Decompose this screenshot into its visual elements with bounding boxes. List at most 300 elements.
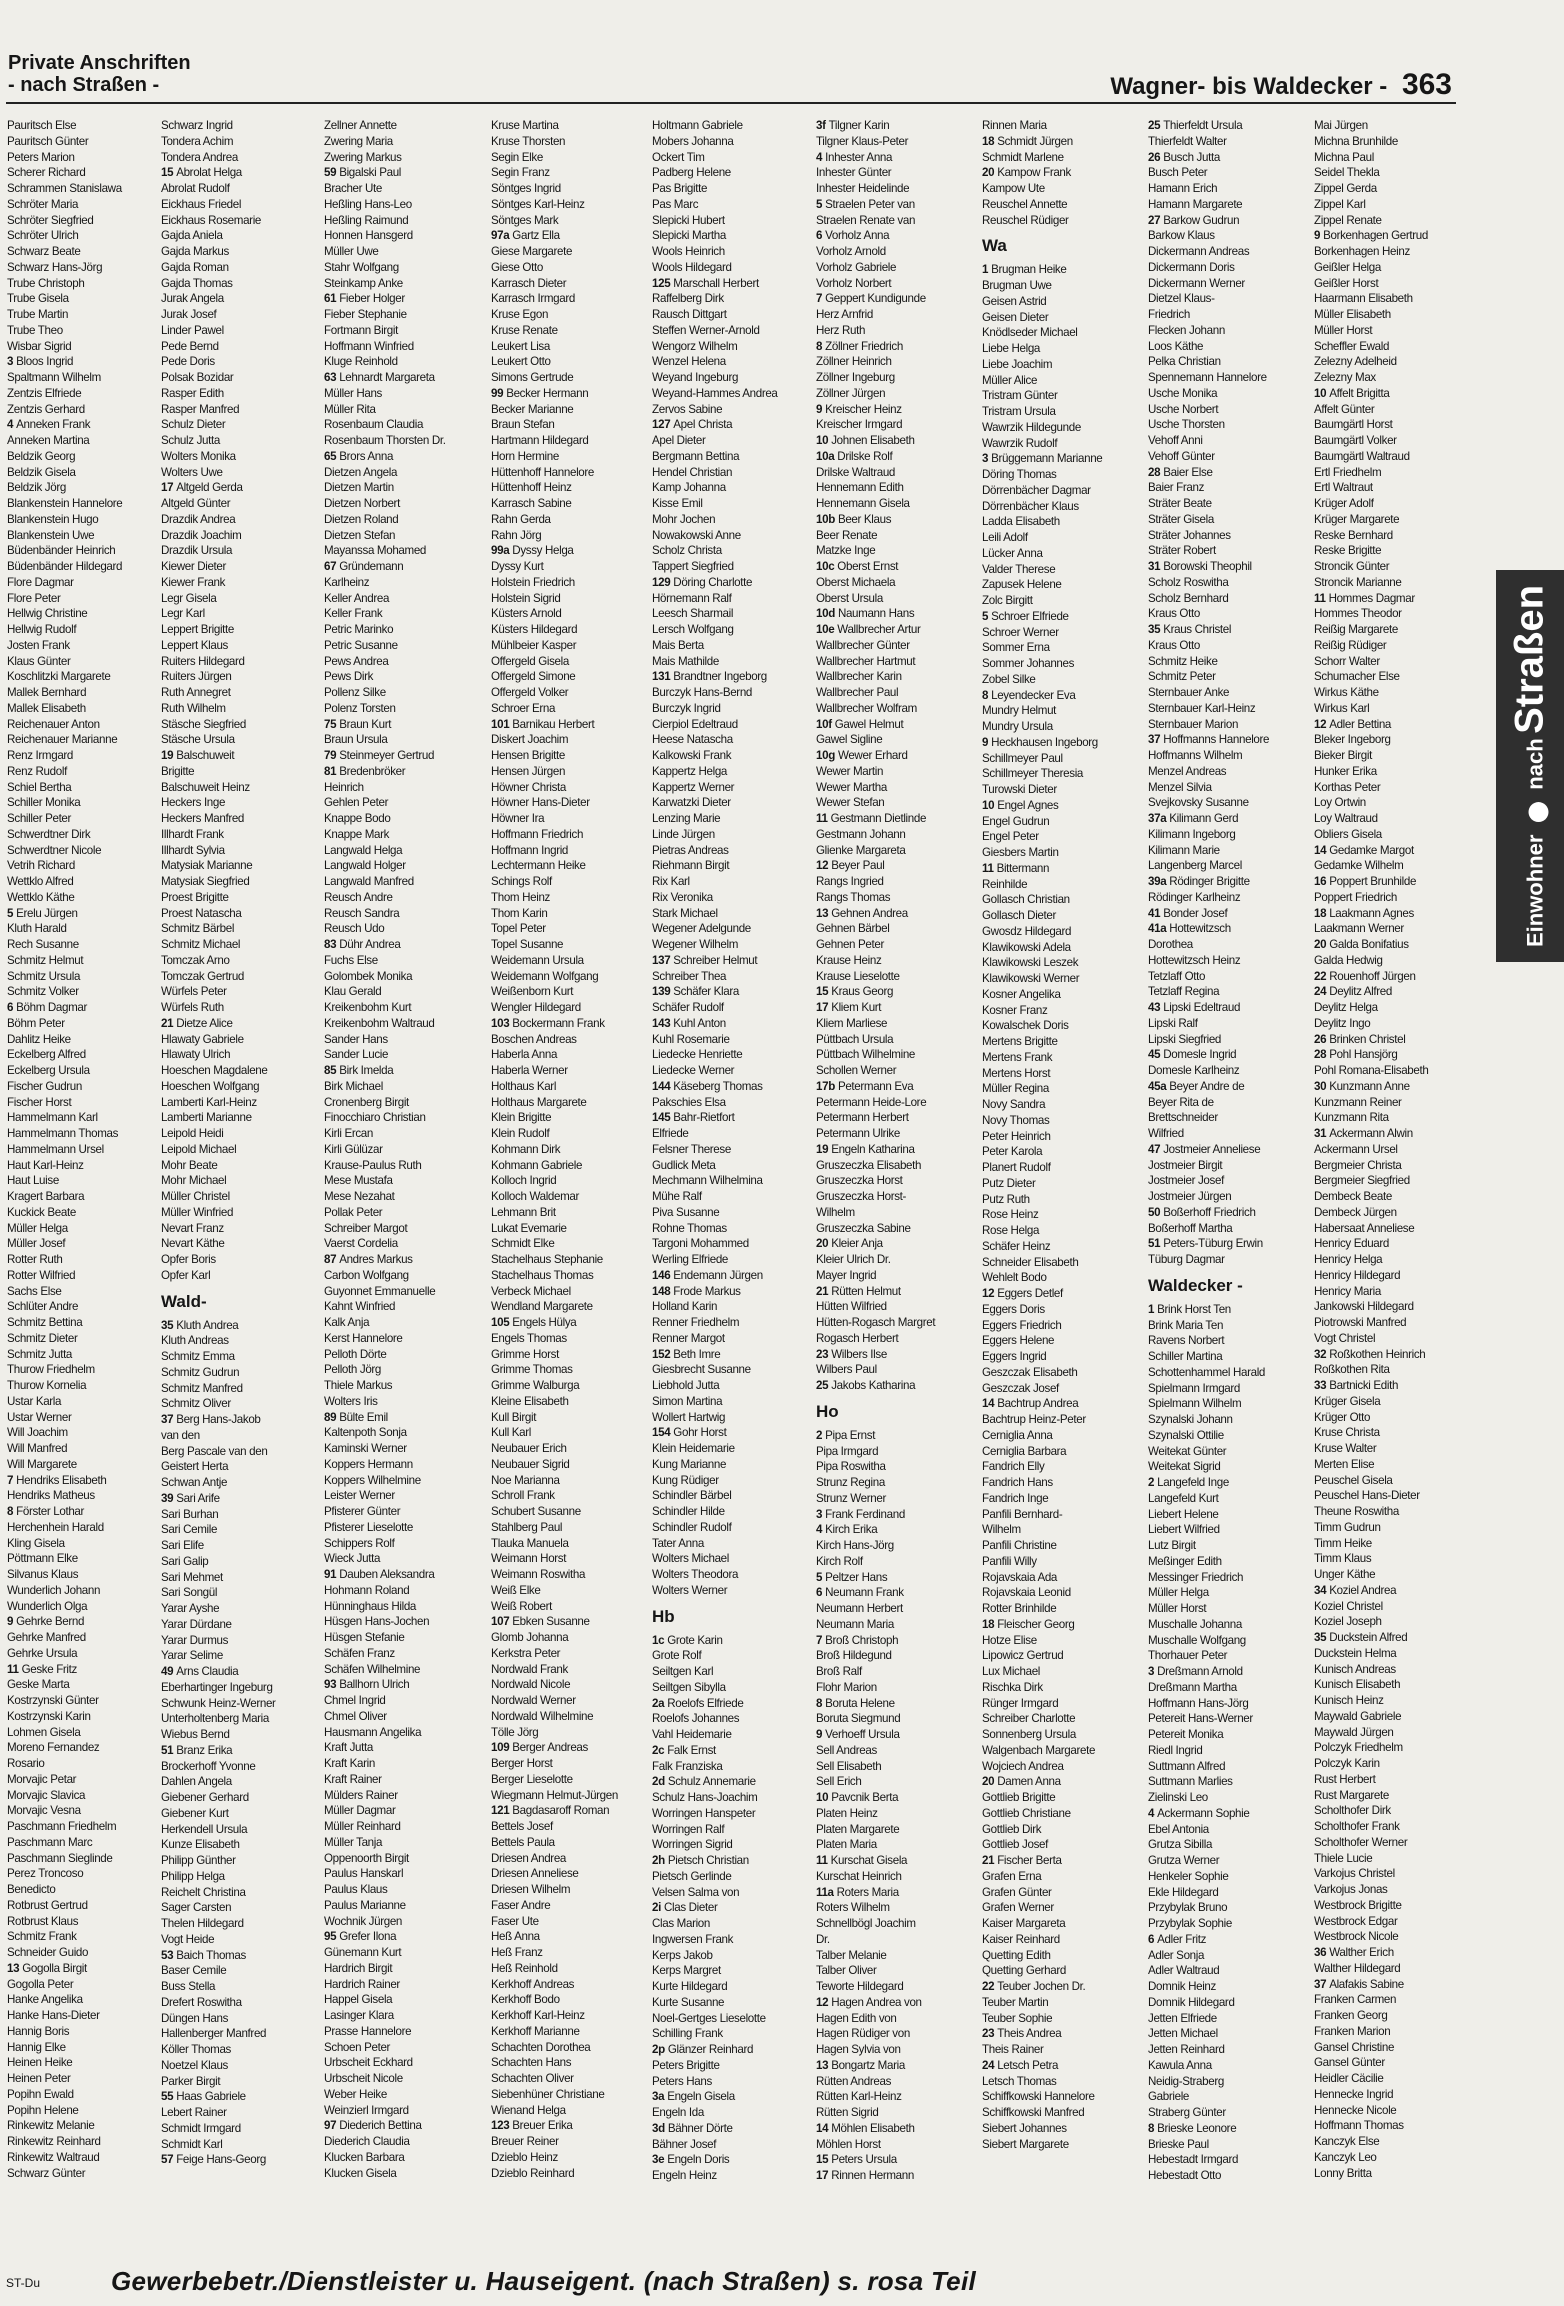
resident-entry: Geske Marta (7, 1678, 70, 1692)
house-number: 83 (324, 938, 337, 951)
resident-entry: Busch Peter (1148, 166, 1208, 180)
resident-entry: Schilling Frank (652, 2027, 723, 2041)
resident-entry: Lohmen Gisela (7, 1725, 81, 1739)
resident-entry: Sari Galip (161, 1554, 209, 1568)
resident-entry: Liedecke Werner (652, 1064, 735, 1077)
resident-entry: Illhardt Frank (161, 827, 224, 841)
resident-entry: Schmidt Karl (161, 2137, 223, 2151)
resident-entry: Teuber Sophie (982, 2011, 1053, 2025)
house-number: 21 (816, 1284, 829, 1298)
house-number: 10e (816, 623, 835, 636)
resident-entry: Offergeld Volker (491, 686, 569, 699)
resident-entry: Buss Stella (161, 1980, 216, 1993)
resident-entry: Gajda Roman (161, 260, 229, 274)
resident-entry: Pews Dirk (324, 670, 374, 684)
resident-entry: Kurschat Heinrich (816, 1869, 902, 1883)
resident-entry: Opfer Karl (161, 1268, 211, 1282)
resident-entry (1314, 1047, 1474, 1063)
resident-entry: Schmitz Manfred (161, 1381, 243, 1395)
resident-entry: Kerps Jakob (652, 1948, 713, 1962)
resident-entry: Kunzmann Reiner (1314, 1095, 1402, 1109)
resident-entry: Wilbers Paul (816, 1363, 877, 1377)
resident-entry: Flore Dagmar (7, 575, 74, 589)
resident-entry: Kohmann Dirk (491, 1142, 561, 1156)
resident-entry: Seiltgen Sibylla (652, 1680, 726, 1694)
resident-entry: Ertl Friedhelm (1314, 465, 1382, 479)
resident-entry (1148, 1142, 1308, 1158)
resident-entry: Leister Werner (324, 1489, 395, 1503)
house-number: 39 (161, 1491, 174, 1505)
resident-entry: Przybylak Bruno (1148, 1901, 1228, 1915)
resident-entry: Geszczak Josef (982, 1381, 1059, 1395)
resident-entry (816, 1570, 976, 1586)
resident-entry: Holtmann Gabriele (652, 119, 743, 132)
resident-entry: Hardrich Rainer (324, 1977, 400, 1991)
resident-entry (982, 861, 1142, 877)
resident-entry: Knappe Bodo (324, 812, 391, 825)
resident-entry: Schneider Elisabeth (982, 1255, 1079, 1269)
resident-entry: Reißig Rüdiger (1314, 638, 1387, 652)
resident-entry: Hoffmann Hans-Jörg (1148, 1696, 1249, 1710)
house-number: 3e (652, 2153, 665, 2167)
resident-entry: Neubauer Sigrid (491, 1457, 570, 1471)
resident-name: Kirch Erika (825, 1523, 878, 1537)
resident-entry: Wolters Theodora (652, 1568, 739, 1581)
resident-entry: Sommer Johannes (982, 657, 1075, 670)
resident-entry: Reusch Andre (324, 890, 393, 904)
resident-entry: Klein Rudolf (491, 1127, 550, 1140)
resident-entry: Raffelberg Dirk (652, 292, 724, 306)
resident-entry (816, 339, 976, 355)
resident-entry: Hünninghaus Hilda (324, 1599, 417, 1613)
resident-entry: Teuber Martin (982, 1995, 1049, 2009)
resident-entry: Theune Roswitha (1314, 1505, 1399, 1518)
resident-entry: Weitekat Günter (1148, 1444, 1227, 1458)
resident-entry: Vehoff Günter (1148, 449, 1215, 463)
resident-entry: Tetzlaff Otto (1148, 969, 1206, 983)
resident-entry: Wolters Monika (161, 449, 236, 463)
house-number: 2c (652, 1743, 665, 1757)
resident-entry: Reinhilde (982, 877, 1028, 891)
house-number: 19 (161, 749, 174, 762)
resident-entry: Wendland Margarete (491, 1300, 593, 1314)
resident-entry: Mechmann Wilhelmina (652, 1174, 763, 1188)
resident-entry: Schindler Hilde (652, 1505, 725, 1518)
resident-entry: Schäfen Wilhelmine (324, 1662, 421, 1676)
resident-entry: Koppers Hermann (324, 1457, 413, 1471)
resident-entry (161, 748, 321, 764)
resident-entry: Eberhartinger Ingeburg (161, 1680, 273, 1694)
resident-name: Grote Karin (667, 1633, 723, 1647)
resident-entry: Weber Heike (324, 2087, 387, 2101)
resident-entry (7, 1961, 167, 1977)
resident-entry: Pauritsch Else (7, 119, 77, 132)
resident-entry: Gestmann Johann (816, 827, 906, 841)
resident-entry: Lechtermann Heike (491, 859, 586, 873)
resident-entry: Verbeck Michael (491, 1284, 571, 1298)
resident-name: Frode Markus (673, 1284, 741, 1298)
resident-entry: Hommes Theodor (1314, 607, 1402, 621)
resident-entry: Kreikenbohm Waltraud (324, 1016, 435, 1030)
resident-entry: Pipa Irmgard (816, 1444, 879, 1458)
resident-name: Becker Hermann (506, 386, 589, 400)
resident-name: Wallbrecher Artur (837, 623, 921, 636)
street-section-heading: Ho (816, 1401, 839, 1421)
resident-entry: Schroll Frank (491, 1489, 555, 1503)
resident-entry (816, 402, 976, 418)
resident-entry: Stachelhaus Thomas (491, 1268, 594, 1282)
resident-entry: Chmel Ingrid (324, 1694, 386, 1707)
resident-entry: Petermann Ulrike (816, 1127, 900, 1140)
resident-entry: Karrasch Sabine (491, 497, 572, 510)
resident-entry (1314, 874, 1474, 890)
resident-entry: Geißler Helga (1314, 260, 1381, 274)
resident-entry: Rotter Ruth (7, 1253, 63, 1266)
resident-entry: Hlawaty Gabriele (161, 1032, 244, 1046)
resident-entry: Thurow Friedhelm (7, 1363, 95, 1377)
resident-entry (652, 1696, 812, 1712)
resident-entry (324, 165, 484, 181)
resident-entry: Siebenhüner Christiane (491, 2087, 605, 2101)
resident-entry: Mertens Frank (982, 1050, 1053, 1064)
resident-entry: Geißler Horst (1314, 276, 1379, 290)
side-tab-word-3: Straßen (1507, 584, 1552, 734)
resident-entry: Klein Heidemarie (652, 1442, 735, 1455)
resident-entry (1148, 732, 1308, 748)
resident-entry: Wojciech Andrea (982, 1759, 1064, 1773)
resident-name: Barnikau Herbert (512, 717, 595, 731)
resident-entry: Proest Brigitte (161, 890, 229, 904)
resident-name: Engeln Katharina (831, 1142, 915, 1156)
resident-entry: Kraft Rainer (324, 1772, 382, 1786)
resident-name: Ballhorn Ulrich (339, 1678, 410, 1692)
resident-entry: Wallbrecher Hartmut (816, 654, 916, 668)
house-number: 1c (652, 1633, 665, 1647)
resident-entry: Kuckick Beate (7, 1205, 76, 1219)
resident-entry (161, 1016, 321, 1032)
house-number: 3f (816, 119, 826, 132)
resident-entry: Friedrich (1148, 308, 1190, 321)
resident-name: Döring Charlotte (673, 575, 753, 589)
resident-entry: Giebener Gerhard (161, 1791, 249, 1804)
resident-entry: Söntges Mark (491, 213, 559, 227)
resident-name: Damen Anna (997, 1775, 1061, 1789)
resident-entry: Engel Gudrun (982, 814, 1050, 828)
resident-entry: Berger Lieselotte (491, 1772, 573, 1786)
house-number: 12 (982, 1287, 995, 1300)
resident-entry: Zöllner Ingeburg (816, 371, 895, 384)
resident-entry: Hoffmann Winfried (324, 339, 414, 353)
resident-name: Frank Ferdinand (825, 1507, 905, 1521)
resident-name: Gedamke Margot (1329, 843, 1414, 857)
resident-entry: Mundry Ursula (982, 720, 1053, 733)
resident-entry: Walther Hildegard (1314, 1961, 1401, 1975)
resident-entry: Hüsgen Hans-Jochen (324, 1615, 430, 1629)
house-number: 121 (491, 1804, 510, 1818)
resident-entry: Muschalle Wolfgang (1148, 1633, 1246, 1647)
resident-name: Dietze Alice (176, 1016, 233, 1030)
resident-entry: Weimann Horst (491, 1552, 567, 1566)
resident-entry: Giese Margarete (491, 245, 573, 258)
house-number: 19 (816, 1142, 829, 1156)
resident-entry: Altgeld Günter (161, 497, 231, 510)
resident-entry: Knödlseder Michael (982, 326, 1078, 340)
street-section-heading: Wa (982, 236, 1007, 256)
resident-entry: Klaus Günter (7, 654, 71, 668)
house-number: 3 (982, 452, 989, 466)
resident-entry: Giesbers Martin (982, 846, 1059, 859)
resident-entry: Jurak Josef (161, 308, 217, 321)
resident-name: Bittermann (996, 861, 1050, 875)
resident-entry: Paulus Hanskarl (324, 1867, 404, 1881)
resident-entry (1314, 386, 1474, 402)
resident-name: Kraus Christel (1163, 623, 1232, 636)
resident-name: Baier Else (1163, 465, 1213, 479)
resident-entry: Giebener Kurt (161, 1806, 229, 1820)
resident-name: Verhoeff Ursula (825, 1728, 900, 1741)
resident-entry: Putz Dieter (982, 1176, 1036, 1190)
resident-entry: Schmitz Heike (1148, 654, 1218, 668)
resident-entry: Schlüter Andre (7, 1300, 79, 1314)
resident-entry: Schrammen Stanislawa (7, 182, 122, 195)
resident-entry: Sari Elife (161, 1539, 204, 1552)
resident-entry: Wiegmann Helmut-Jürgen (491, 1788, 618, 1802)
resident-entry: Berger Horst (491, 1757, 553, 1770)
resident-entry: Dietzen Roland (324, 512, 399, 526)
resident-entry: Barkow Klaus (1148, 229, 1215, 243)
resident-entry (816, 433, 976, 449)
resident-entry (816, 1790, 976, 1806)
resident-entry (1148, 906, 1308, 922)
resident-entry: Thiele Lucie (1314, 1851, 1373, 1865)
resident-entry: Noe Marianna (491, 1473, 560, 1487)
resident-entry: Maywald Gabriele (1314, 1709, 1402, 1723)
resident-entry (982, 1286, 1142, 1302)
resident-entry: Zwering Markus (324, 150, 402, 164)
resident-entry: Leppert Klaus (161, 638, 228, 652)
resident-entry: Kreischer Irmgard (816, 418, 903, 432)
resident-entry: Wallbrecher Karin (816, 670, 902, 684)
resident-entry: Benedicto (7, 1883, 56, 1896)
resident-entry: Kraus Otto (1148, 638, 1200, 652)
resident-entry: Thurow Kornelia (7, 1379, 87, 1392)
resident-entry: Kruse Egon (491, 308, 549, 321)
resident-entry: Bergmeier Christa (1314, 1158, 1402, 1172)
resident-name: Bagdasaroff Roman (512, 1804, 610, 1818)
resident-entry: Müller Reinhard (324, 1820, 401, 1833)
resident-entry (652, 1268, 812, 1284)
resident-entry: Seiltgen Karl (652, 1665, 714, 1678)
resident-name: Schäfer Klara (673, 985, 739, 999)
resident-entry: Grafen Erna (982, 1869, 1042, 1883)
resident-entry: Wallbrecher Günter (816, 638, 910, 652)
resident-entry: Usche Monika (1148, 386, 1218, 400)
resident-name: Tilgner Karin (828, 119, 890, 132)
resident-entry (982, 1853, 1142, 1869)
resident-entry: Schneider Guido (7, 1946, 89, 1959)
resident-entry: Lebert Rainer (161, 2106, 227, 2119)
resident-entry: Müller Dagmar (324, 1804, 396, 1818)
resident-entry: Jetten Reinhard (1148, 2043, 1225, 2056)
resident-entry: Kraft Jutta (324, 1741, 373, 1755)
resident-entry: Linder Pawel (161, 323, 224, 337)
resident-entry (816, 1727, 976, 1743)
house-number: 37 (1148, 733, 1161, 747)
resident-name: Jakobs Katharina (831, 1379, 916, 1392)
side-tab-word-1: Einwohner (1522, 834, 1548, 948)
resident-entry: Gruszeczka Sabine (816, 1221, 911, 1235)
resident-entry: Hörnemann Ralf (652, 591, 732, 605)
resident-entry: Eckelberg Alfred (7, 1048, 86, 1062)
house-number: 7 (7, 1473, 14, 1487)
resident-entry: Simon Martina (652, 1394, 723, 1408)
resident-name: Heckhausen Ingeborg (991, 735, 1098, 749)
resident-entry: Lamberti Marianne (161, 1111, 252, 1125)
resident-entry: Wunderlich Johann (7, 1583, 101, 1597)
resident-entry: Sari Mehmet (161, 1570, 223, 1584)
resident-entry: Polenz Torsten (324, 701, 396, 715)
resident-entry: Fischer Horst (7, 1095, 72, 1109)
resident-entry: Krüger Gisela (1314, 1394, 1381, 1408)
resident-entry: Gollasch Dieter (982, 909, 1057, 922)
resident-name: Galda Bonifatius (1329, 938, 1409, 951)
resident-entry (982, 2026, 1142, 2042)
resident-entry: Pietras Andreas (652, 843, 729, 857)
resident-entry (324, 1252, 484, 1268)
resident-entry: Haut Karl-Heinz (7, 1158, 84, 1172)
resident-entry: Herz Ruth (816, 323, 866, 337)
resident-entry: Heinrich (324, 780, 364, 794)
resident-entry: Dickermann Andreas (1148, 245, 1250, 258)
resident-entry: Hagen Sylvia von (816, 2043, 901, 2056)
resident-entry: Scholz Bernhard (1148, 591, 1229, 605)
resident-entry (7, 1662, 167, 1678)
resident-entry (816, 1378, 976, 1394)
resident-entry (324, 1929, 484, 1945)
house-number: 20 (982, 1775, 995, 1789)
resident-entry (491, 543, 651, 559)
resident-entry: Beldzik Gisela (7, 465, 76, 479)
resident-entry: Philipp Helga (161, 1869, 225, 1883)
resident-entry: Weyand Ingeburg (652, 371, 739, 384)
resident-entry: Zolc Birgitt (982, 594, 1033, 607)
house-number: 3 (7, 355, 14, 369)
house-number: 18 (982, 1617, 995, 1631)
resident-entry: Heß Anna (491, 1930, 540, 1944)
house-number: 35 (1148, 623, 1161, 636)
resident-entry: Giese Otto (491, 260, 543, 274)
resident-name: Ackermann Sophie (1157, 1806, 1250, 1820)
resident-entry: Horn Hermine (491, 449, 559, 463)
resident-entry (491, 228, 651, 244)
resident-entry (324, 559, 484, 575)
resident-name: Peters-Tüburg Erwin (1163, 1237, 1263, 1251)
resident-entry: Kerkhoff Marianne (491, 2024, 580, 2038)
resident-entry: Peters Marion (7, 150, 75, 164)
resident-entry: Schmitz Gudrun (161, 1365, 240, 1379)
resident-entry: Kruse Christa (1314, 1426, 1380, 1440)
resident-entry: Wienand Helga (491, 2103, 566, 2117)
resident-entry: Loy Waltraud (1314, 812, 1378, 825)
house-number: 50 (1148, 1205, 1161, 1219)
resident-name: Abrolat Helga (176, 166, 242, 180)
resident-entry (652, 1016, 812, 1032)
resident-name: Sari Arife (176, 1491, 220, 1505)
resident-entry: Mohr Michael (161, 1174, 227, 1188)
resident-entry: Wisbar Sigrid (7, 339, 72, 353)
resident-entry: Hanke Hans-Dieter (7, 2009, 100, 2022)
house-number: 4 (816, 150, 823, 164)
resident-entry: Wools Heinrich (652, 245, 725, 258)
resident-name: Hendriks Elisabeth (16, 1473, 107, 1487)
resident-entry: Glienke Margareta (816, 843, 906, 857)
resident-name: Kleier Anja (831, 1237, 883, 1251)
resident-entry: Schindler Rudolf (652, 1520, 732, 1534)
resident-entry: Schnellbögl Joachim (816, 1917, 916, 1930)
resident-entry: Rosario (7, 1757, 45, 1770)
resident-entry: Abrolat Rudolf (161, 182, 230, 195)
resident-entry: Rahn Gerda (491, 512, 551, 526)
resident-name: Gartz Ella (512, 229, 560, 243)
house-number: 4 (7, 418, 14, 432)
house-number: 21 (982, 1854, 995, 1867)
resident-name: Johnen Elisabeth (831, 434, 915, 447)
resident-entry: Schwarz Günter (7, 2166, 86, 2180)
resident-entry: Günemann Kurt (324, 1946, 402, 1959)
resident-entry: Maywald Jürgen (1314, 1725, 1394, 1739)
resident-entry: Zielinski Leo (1148, 1791, 1208, 1804)
resident-entry (491, 386, 651, 402)
house-number: 10d (816, 607, 835, 621)
resident-entry: Püttbach Ursula (816, 1032, 894, 1046)
resident-entry: Schottenhammel Harald (1148, 1365, 1266, 1379)
resident-entry: Lehmann Brit (491, 1205, 556, 1219)
resident-entry: Kaminski Werner (324, 1442, 407, 1455)
resident-entry (7, 906, 167, 922)
resident-entry: Eggers Helene (982, 1334, 1055, 1348)
resident-entry: Hlawaty Ulrich (161, 1048, 231, 1062)
resident-entry: Dahlen Angela (161, 1775, 232, 1789)
resident-entry: Kappertz Werner (652, 780, 735, 794)
resident-entry: Sonnenberg Ursula (982, 1728, 1076, 1741)
resident-name: Pipa Ernst (825, 1428, 876, 1442)
resident-entry: Sommer Erna (982, 641, 1050, 655)
resident-entry: Hagen Edith von (816, 2011, 897, 2025)
resident-entry: Wilfried (1148, 1127, 1184, 1140)
resident-name: Duckstein Alfred (1329, 1631, 1408, 1644)
resident-entry: Tölle Jörg (491, 1725, 539, 1739)
house-number: 1 (1148, 1302, 1155, 1316)
resident-entry: Wiebus Bernd (161, 1728, 230, 1741)
house-number: 146 (652, 1268, 671, 1282)
page-range-heading (1110, 68, 1452, 102)
resident-entry: Pollak Peter (324, 1205, 383, 1219)
resident-entry: Dietzel Klaus- (1148, 292, 1215, 306)
resident-entry: Geisen Dieter (982, 310, 1049, 324)
resident-entry: Schäfen Franz (324, 1646, 395, 1660)
resident-entry (982, 798, 1142, 814)
resident-entry: Schiel Bertha (7, 780, 72, 794)
resident-name: Gehnen Andrea (831, 906, 908, 920)
house-number: 61 (324, 292, 337, 306)
resident-entry: Zentzis Elfriede (7, 386, 82, 400)
house-number: 31 (1148, 560, 1161, 573)
resident-entry: Eggers Ingrid (982, 1350, 1047, 1363)
resident-entry: Grote Rolf (652, 1649, 702, 1663)
resident-entry: Holstein Sigrid (491, 591, 561, 605)
house-number: 91 (324, 1568, 337, 1581)
resident-entry: Haarmann Elisabeth (1314, 292, 1413, 306)
